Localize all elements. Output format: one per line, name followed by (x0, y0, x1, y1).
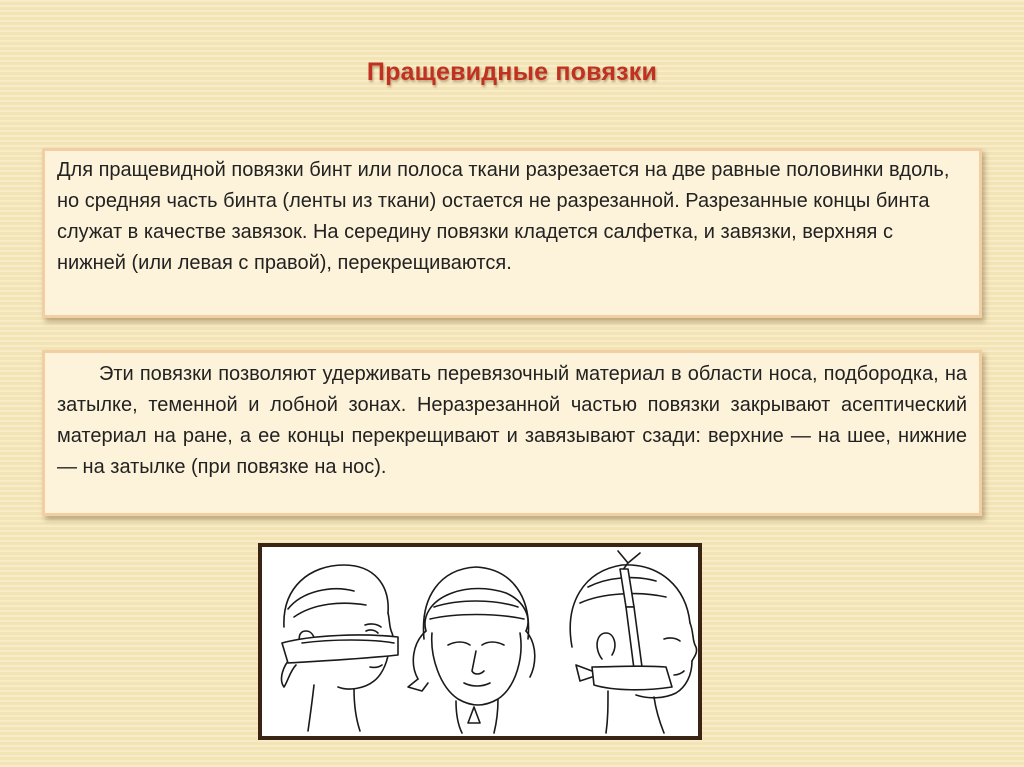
bandage-illustration (258, 543, 702, 740)
head-parietal-bandage-illustration (408, 567, 535, 733)
paragraph-description: Для пращевидной повязки бинт или полоса ткани разрезается на две равные половинки вдоль, но средняя часть бинта (ленты из ткани) остается не разрезанной. Разрезанные концы бинта служат в качестве завязок. На середину повязки кладется салфетка, и завязки, верхняя с нижней (или левая с правой), перекрещиваются. (57, 159, 950, 274)
head-nose-bandage-illustration (282, 565, 398, 731)
text-box-usage (42, 350, 982, 516)
slide-title: Пращевидные повязки (366, 58, 658, 86)
head-chin-bandage-illustration (570, 551, 696, 733)
paragraph-usage: Эти повязки позволяют удерживать перевязочный материал в области носа, подбородка, на затылке, теменной и лобной зонах. Неразрезанной частью повязки закрывают асептический материал на ране, а ее концы перекрещивают и завязывают сзади: верхние — на шее, нижние — на затылке (при повязке на нос). (57, 363, 967, 478)
text-box-description (42, 148, 982, 318)
